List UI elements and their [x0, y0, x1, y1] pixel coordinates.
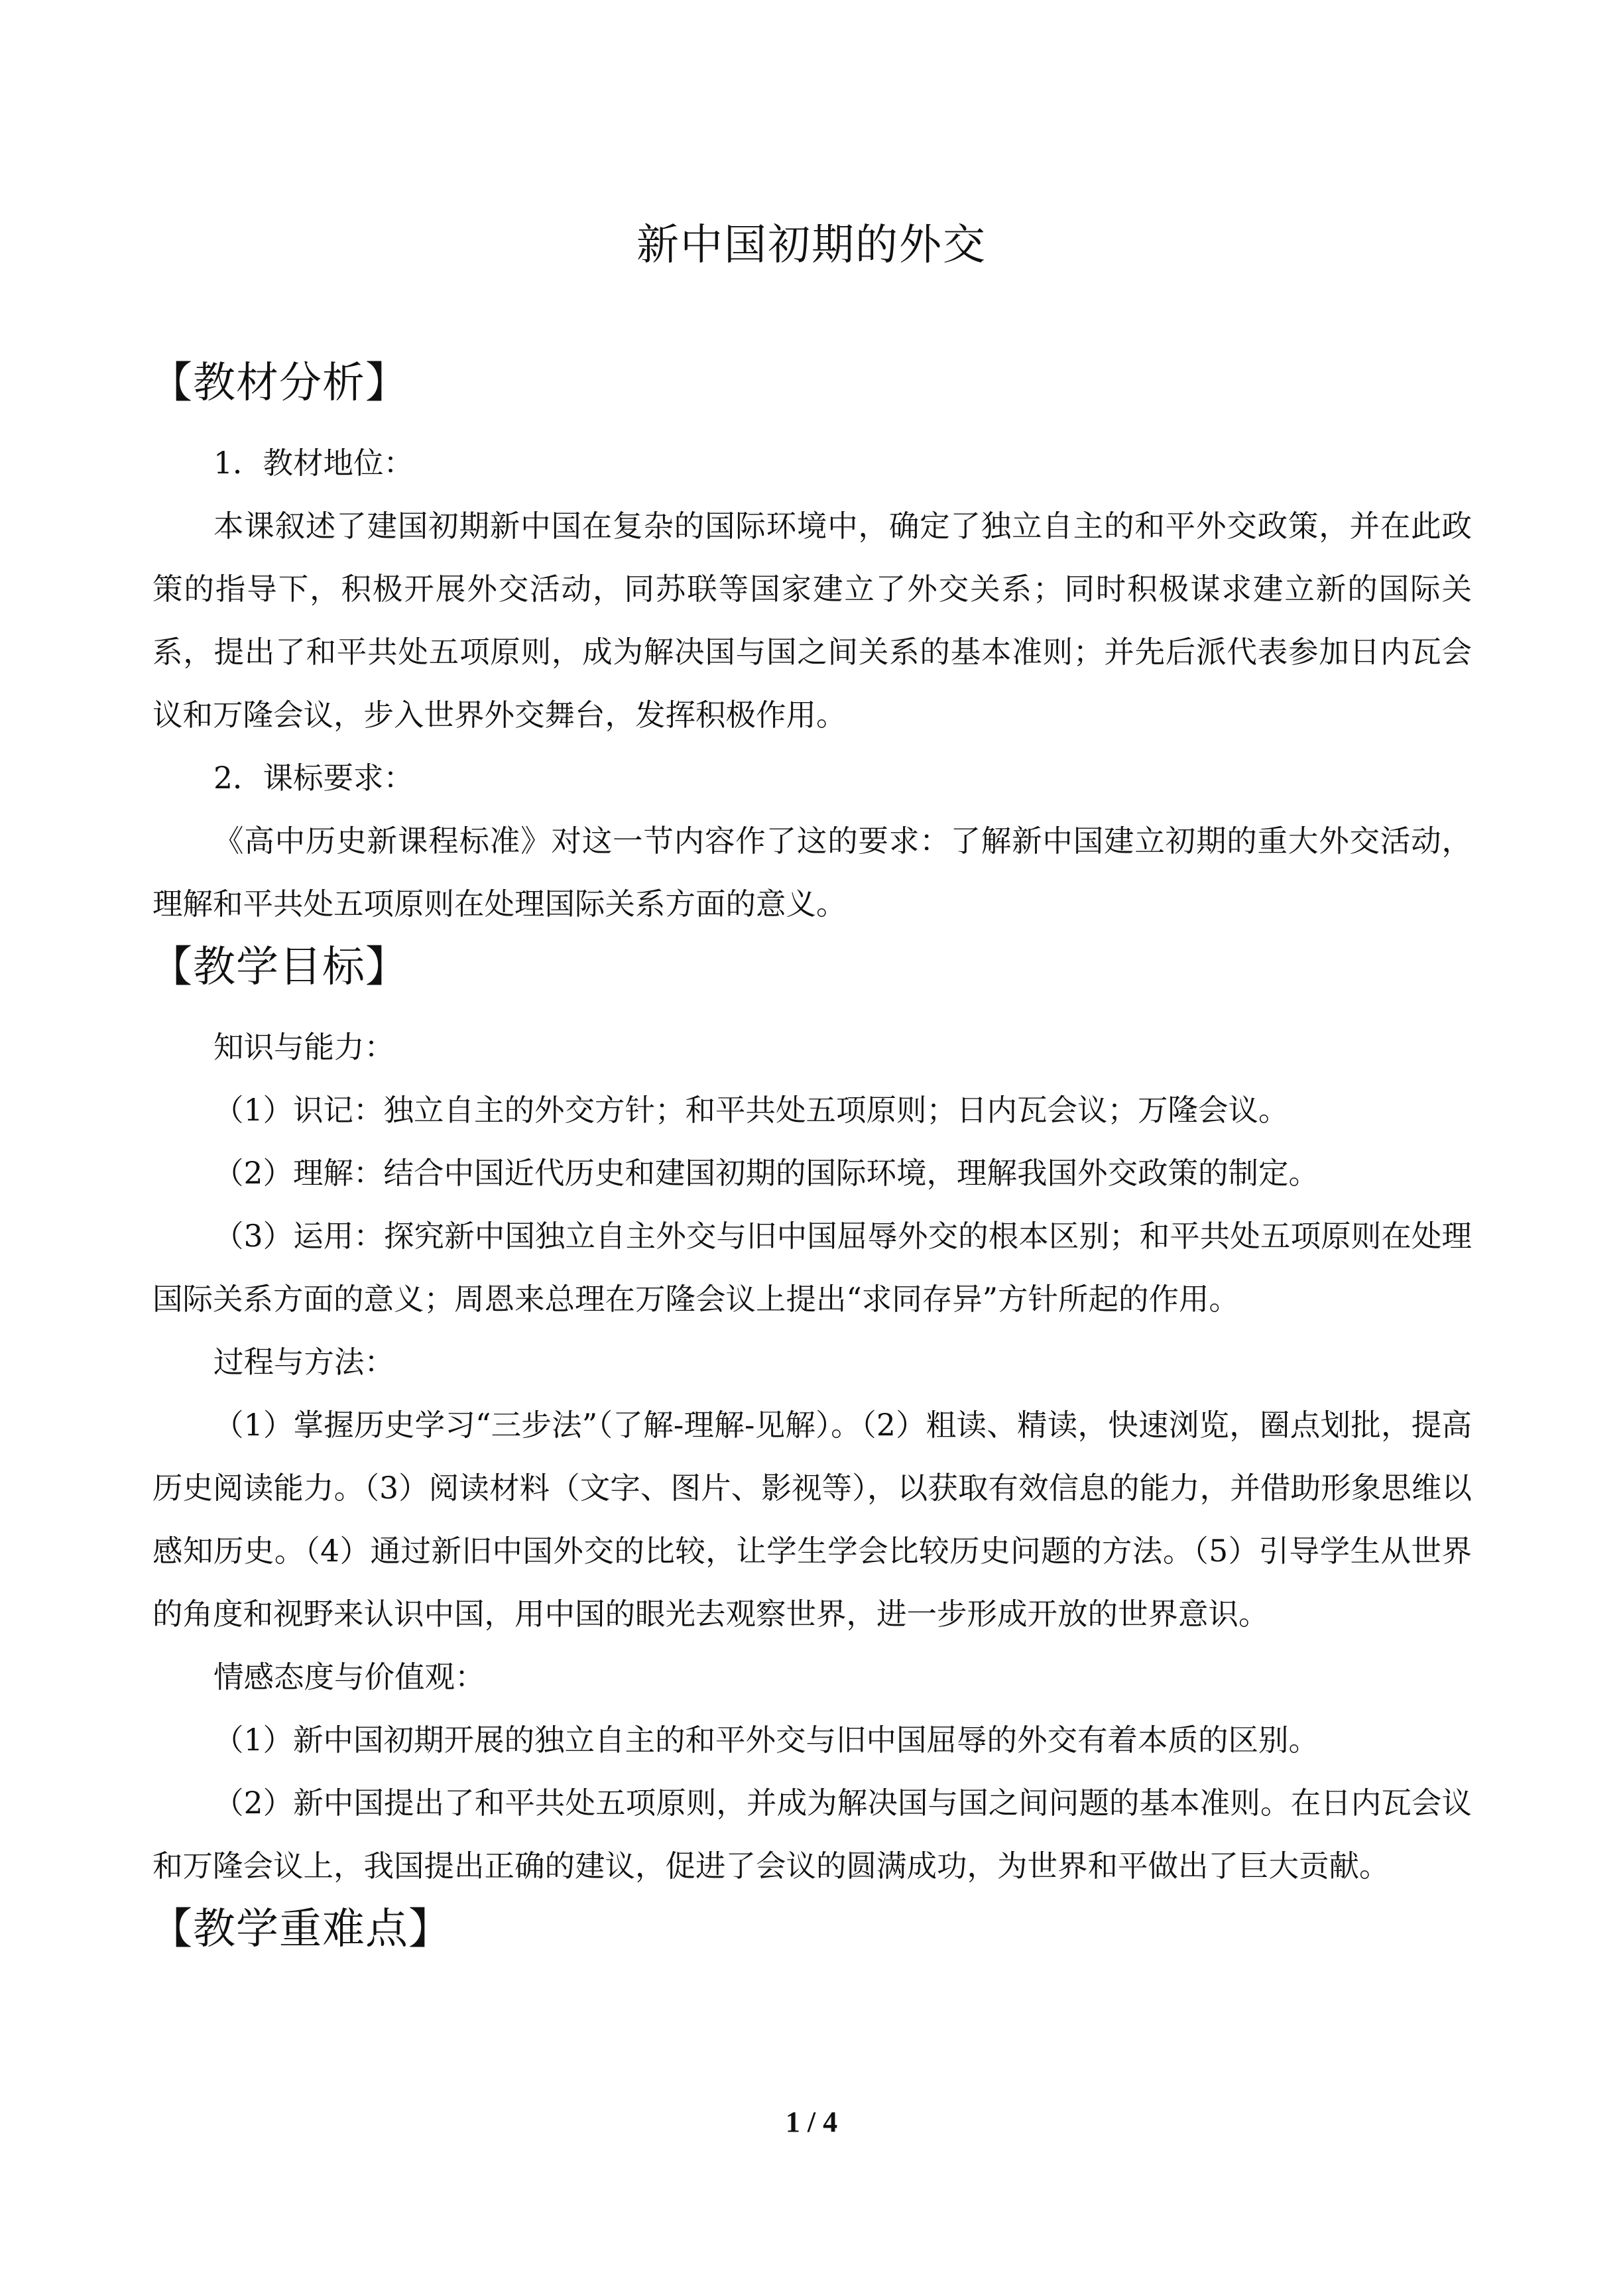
objectives-emotion-label: 情感态度与价值观： — [213, 1659, 485, 1695]
document-body — [152, 358, 1472, 1977]
objectives-knowledge-1: （1）识记：独立自主的外交方针；和平共处五项原则；日内瓦会议；万隆会议。 — [213, 1092, 1289, 1128]
objectives-process-label: 过程与方法： — [213, 1344, 395, 1380]
analysis-item2-label: 2．课标要求： — [213, 760, 414, 796]
analysis-item1-text: 本课叙述了建国初期新中国在复杂的国际环境中，确定了独立自主的和平外交政策，并在此政策的指导下，积极开展外交活动，同苏联等国家建立了外交关系；同时积极谋求建立新的国际关系，提出了和平共处五项原则，成为解决国与国之间关系的基本准则；并先后派代表参加日内瓦会议和万隆会议，步入世界外交舞台，发挥积极作用。 — [152, 508, 1472, 733]
page-number: 1 / 4 — [785, 2106, 838, 2138]
section-heading-analysis: 【教材分析】 — [150, 359, 408, 408]
section-heading-keypoints: 【教学重难点】 — [150, 1904, 451, 1954]
objectives-knowledge-3: （3）运用：探究新中国独立自主外交与旧中国屈辱外交的根本区别；和平共处五项原则在处理国际关系方面的意义；周恩来总理在万隆会议上提出“求同存异”方针所起的作用。 — [152, 1218, 1472, 1317]
section-heading-objectives: 【教学目标】 — [150, 942, 408, 992]
objectives-emotion-1: （1）新中国初期开展的独立自主的和平外交与旧中国屈辱的外交有着本质的区别。 — [213, 1722, 1319, 1758]
objectives-knowledge-label: 知识与能力： — [213, 1029, 395, 1065]
analysis-item1-label: 1．教材地位： — [213, 445, 414, 481]
analysis-item2-text: 《高中历史新课程标准》对这一节内容作了这的要求：了解新中国建立初期的重大外交活动，理解和平共处五项原则在处理国际关系方面的意义。 — [152, 823, 1472, 922]
objectives-emotion-2: （2）新中国提出了和平共处五项原则，并成为解决国与国之间问题的基本准则。在日内瓦会议和万隆会议上，我国提出正确的建议，促进了会议的圆满成功，为世界和平做出了巨大贡献。 — [152, 1785, 1472, 1884]
document-title: 新中国初期的外交 — [636, 221, 987, 270]
objectives-knowledge-2: （2）理解：结合中国近代历史和建国初期的国际环境，理解我国外交政策的制定。 — [213, 1155, 1319, 1191]
objectives-process-text: （1）掌握历史学习“三步法”（了解-理解-见解）。（2）粗读、精读，快速浏览，圈点划批，提高历史阅读能力。（3）阅读材料（文字、图片、影视等），以获取有效信息的能力，并借助形象思维以感知历史。（4）通过新旧中国外交的比较，让学生学会比较历史问题的方法。（5）引导学生从世界的角度和视野来认识中国，用中国的眼光去观察世界，进一步形成开放的世界意识。 — [152, 1407, 1472, 1632]
